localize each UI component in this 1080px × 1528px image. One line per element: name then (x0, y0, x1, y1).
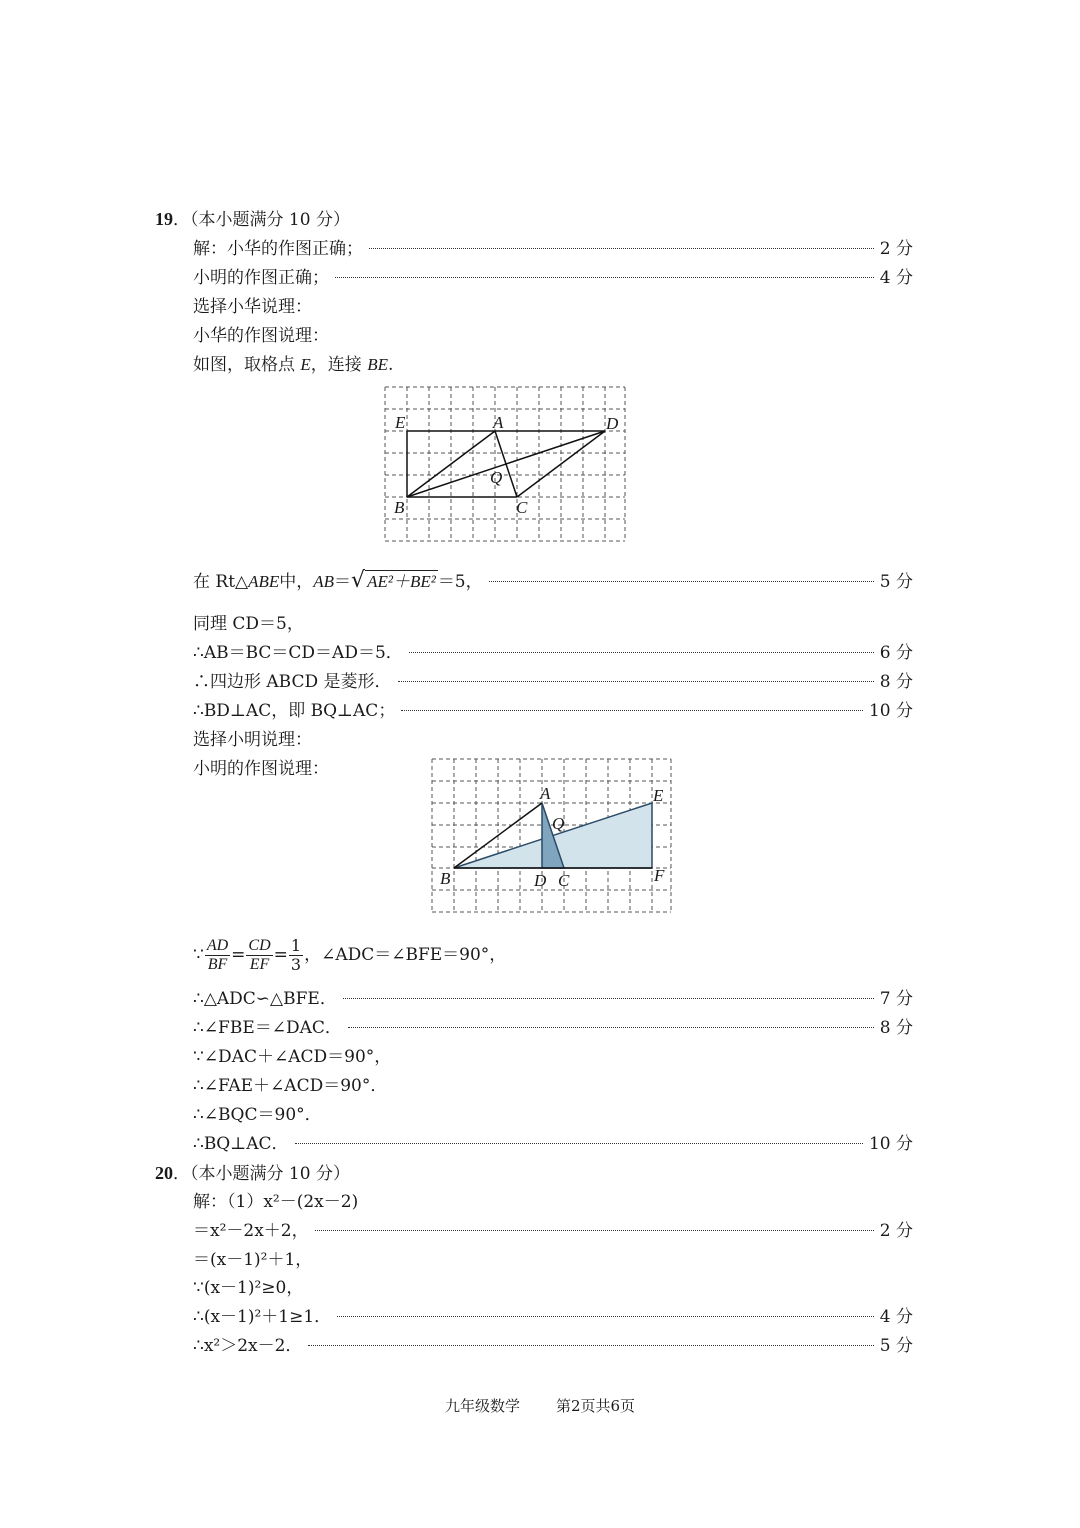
q19-line10 (193, 700, 913, 722)
q19-line1 (193, 238, 913, 260)
leader-dots (343, 998, 874, 999)
leader-dots (398, 681, 874, 682)
q19-line1-text: 解：小华的作图正确； (193, 239, 363, 259)
score-mark: 10 分 (868, 701, 913, 721)
text: 如图，取格点 (193, 355, 301, 375)
segment-bd (407, 431, 605, 497)
text: . (387, 355, 394, 375)
label-c: C (558, 871, 570, 890)
text: ，连接 (310, 355, 368, 375)
score-mark: 8 分 (879, 1018, 913, 1038)
leader-dots (337, 1316, 874, 1317)
leader-dots (315, 1230, 874, 1231)
equals-sign: = (231, 945, 246, 965)
radical-sign: √ (351, 568, 366, 593)
footer-page-number: 第2页共6页 (555, 1397, 636, 1415)
footer-subject: 九年级数学 (444, 1397, 520, 1415)
label-b: B (394, 498, 405, 517)
q19-line19 (193, 1133, 913, 1155)
q20-header-text: ．（本小题满分 10 分） (173, 1164, 350, 1184)
label-b: B (440, 869, 451, 888)
label-q: Q (552, 814, 565, 833)
text: ∴∠FBE＝∠DAC． (193, 1018, 342, 1038)
fraction-cd-ef (246, 937, 272, 974)
text: ，∠ADC＝∠BFE＝90°， (304, 945, 507, 965)
denominator: EF (249, 956, 270, 973)
text: ∴四边形 ABCD 是菱形． (193, 672, 392, 692)
leader-dots (489, 581, 874, 582)
text: ＝x²－2x＋2， (193, 1221, 309, 1241)
score-mark: 2 分 (879, 239, 913, 259)
numerator: AD (206, 937, 229, 954)
text: 在 Rt△ (193, 572, 249, 592)
q20-line5 (193, 1306, 913, 1328)
q19-line11: 选择小明说理： (193, 730, 312, 750)
leader-dots (295, 1143, 863, 1144)
score-mark: 6 分 (879, 643, 913, 663)
q19-line15 (193, 1017, 913, 1039)
q19-line2 (193, 267, 913, 289)
score-mark: 5 分 (879, 1336, 913, 1356)
q19-header-text: ．（本小题满分 10 分） (173, 210, 350, 230)
radicand: AE²＋BE² (367, 572, 436, 591)
q19-line6 (193, 570, 913, 593)
numerator: CD (248, 937, 271, 954)
q19-line5 (193, 354, 393, 376)
text: ∴(x－1)²＋1≥1． (193, 1307, 332, 1327)
triangle-abe: ABE (248, 572, 280, 591)
figure-rhombus-grid (380, 383, 630, 545)
q20-line6 (193, 1335, 913, 1357)
text: ∴△ADC∽△BFE． (193, 989, 337, 1009)
score-mark: 4 分 (879, 268, 913, 288)
leader-dots (369, 248, 874, 249)
denominator: BF (207, 956, 228, 973)
fraction-one-third (289, 937, 303, 974)
q20-line3: ＝(x－1)²＋1， (193, 1250, 313, 1270)
leader-dots (308, 1345, 873, 1346)
segment-be: BE (367, 355, 388, 374)
denominator: 3 (290, 955, 302, 974)
text: ＝5， (437, 572, 483, 592)
text: ∴AB＝BC＝CD＝AD＝5． (193, 643, 403, 663)
label-a: A (540, 784, 551, 803)
score-mark: 8 分 (879, 672, 913, 692)
q19-line13 (193, 933, 506, 977)
q19-line9 (193, 671, 913, 693)
score-mark: 10 分 (868, 1134, 913, 1154)
text: 中， (279, 572, 314, 592)
label-f: F (654, 866, 665, 885)
q19-line7: 同理 CD＝5， (193, 614, 304, 634)
q19-line12: 小明的作图说理： (193, 759, 329, 779)
fraction-ad-bf (205, 937, 230, 974)
score-mark: 5 分 (879, 572, 913, 592)
leader-dots (409, 652, 874, 653)
q20-header (155, 1162, 350, 1185)
segment-ab: AB (313, 572, 335, 591)
because-sign: ∵ (193, 945, 204, 965)
leader-dots (335, 277, 874, 278)
q20-line4: ∵(x－1)²≥0， (193, 1278, 304, 1298)
score-mark: 4 分 (879, 1307, 913, 1327)
q19-line4: 小华的作图说理： (193, 326, 329, 346)
q20-line2 (193, 1220, 913, 1242)
label-q: Q (490, 468, 503, 487)
figure-similar-triangles-grid (428, 755, 676, 917)
q19-line8 (193, 642, 913, 664)
q20-number: 20 (155, 1163, 173, 1183)
score-mark: 7 分 (879, 989, 913, 1009)
leader-dots (348, 1027, 874, 1028)
q19-line3: 选择小华说理： (193, 297, 312, 317)
q20-line1: 解：（1）x²－(2x－2) (193, 1192, 359, 1212)
leader-dots (401, 710, 863, 711)
q19-header (155, 208, 350, 231)
text: ∴x²＞2x－2． (193, 1336, 303, 1356)
label-d: D (606, 414, 619, 433)
page-footer (0, 1395, 1080, 1416)
q19-line14 (193, 988, 913, 1010)
text: ∴BQ⊥AC． (193, 1134, 289, 1154)
label-d: D (534, 871, 547, 890)
numerator: 1 (290, 936, 302, 955)
point-e: E (300, 355, 311, 374)
score-mark: 2 分 (879, 1221, 913, 1241)
q19-line16: ∵∠DAC＋∠ACD＝90°， (193, 1047, 392, 1067)
label-e: E (653, 786, 664, 805)
q19-line17: ∴∠FAE＋∠ACD＝90°． (193, 1076, 388, 1096)
text: ∴BD⊥AC，即 BQ⊥AC； (193, 701, 396, 721)
label-e: E (395, 413, 406, 432)
text: ＝ (334, 572, 352, 592)
label-c: C (516, 498, 528, 517)
label-a: A (493, 413, 504, 432)
q19-number: 19 (155, 209, 173, 229)
equals-sign: = (273, 945, 288, 965)
q19-line18: ∴∠BQC＝90°． (193, 1105, 322, 1125)
q19-line2-text: 小明的作图正确； (193, 268, 329, 288)
